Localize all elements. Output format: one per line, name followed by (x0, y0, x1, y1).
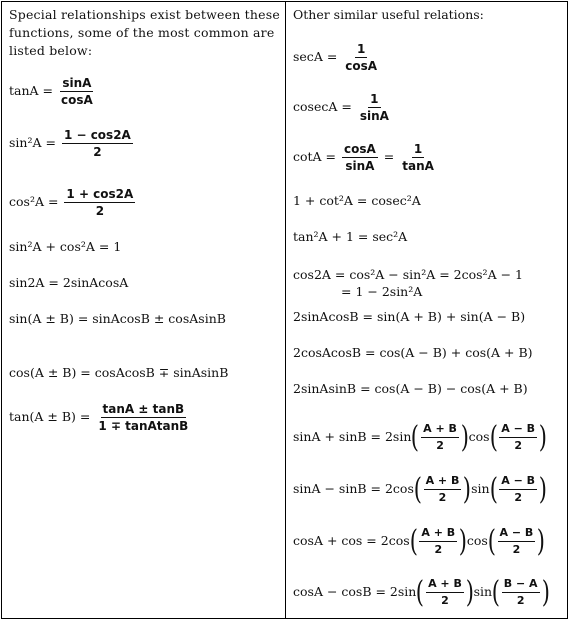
tan-sum-num: tanA ± tanB (102, 402, 185, 416)
sin2-den: 2 (93, 145, 102, 159)
double-angle-cos (293, 266, 523, 300)
sum2-lhs: sinA − sinB = 2cos (293, 481, 414, 496)
cos2-fraction (64, 187, 135, 218)
left-column (2, 2, 285, 618)
sin-sum-identity: sin(A ± B) = sinAcosB ± cosAsinB (9, 311, 226, 326)
sum3-f2-num: A − B (498, 526, 536, 542)
sin2-fraction (62, 128, 133, 159)
sum3-mid: cos (466, 533, 488, 548)
tan-lhs: tanA = (9, 83, 54, 98)
sum4-f2-num: B − A (502, 577, 540, 593)
pythagorean-identity: sin²A + cos²A = 1 (9, 239, 122, 254)
sum1-f1-num: A + B (421, 422, 459, 438)
tan-sum-den: 1 ∓ tanAtanB (98, 419, 189, 433)
cot-lhs: cotA = (293, 149, 337, 164)
tan-fraction (59, 76, 95, 107)
cos2-lhs: cos²A = (9, 194, 59, 209)
sin2-num: 1 − cos2A (63, 128, 131, 142)
cot-den-1: sinA (345, 159, 375, 173)
cot-den-2: tanA (402, 159, 434, 173)
cosec-lhs: cosecA = (293, 99, 352, 114)
sum1-f1-den: 2 (436, 439, 444, 452)
cos-squared-identity (9, 187, 137, 218)
sin-squared-identity (9, 128, 135, 159)
cos-sum-identity: cos(A ± B) = cosAcosB ∓ sinAsinB (9, 365, 229, 380)
tan-num: sinA (62, 76, 92, 90)
tan-sum-identity (9, 402, 192, 433)
left-intro: Special relationships exist between these functions, some of the most common are listed below: (9, 7, 280, 58)
sum3-fraction-1 (419, 526, 457, 557)
cot-pythagorean: 1 + cot²A = cosec²A (293, 193, 421, 208)
double-angle-sin: sin2A = 2sinAcosA (9, 275, 129, 290)
cot-num-2: 1 (413, 142, 423, 156)
sum-to-product-1: sinA + sinB = 2sin( $\frac{A + B}{2}$ )cos( $\frac{A - B}{2}$ ) (293, 419, 548, 455)
cos2-num: 1 + cos2A (66, 187, 134, 201)
product-sin-sin: 2sinAsinB = cos(A − B) − cos(A + B) (293, 381, 528, 396)
sum4-f2-den: 2 (516, 594, 525, 607)
sec-num: 1 (357, 42, 366, 56)
sum4-f1-den: 2 (441, 594, 449, 607)
sum2-mid: sin (471, 481, 490, 496)
sum1-fraction-2 (499, 422, 537, 453)
sum3-f2-den: 2 (512, 543, 521, 556)
sum4-fraction-2 (502, 577, 540, 608)
sum4-fraction-1 (426, 577, 464, 608)
sum4-mid: sin (473, 584, 493, 599)
right-intro: Other similar useful relations: (293, 7, 484, 22)
sum1-f2-den: 2 (514, 439, 523, 452)
cot-equals: = (383, 149, 395, 164)
sum-to-product-4: cosA − cosB = 2sin( $\frac{A + B}{2}$ )sin( $\frac{B - A}{2}$ ) (293, 574, 550, 610)
sum1-fraction-1 (421, 422, 459, 453)
sum-to-product-2: sinA − sinB = 2cos( $\frac{A + B}{2}$ )sin( $\frac{A - B}{2}$ ) (293, 471, 548, 507)
sec-fraction (343, 42, 379, 73)
sum3-f1-den: 2 (434, 543, 443, 556)
right-column (286, 2, 567, 618)
tan-den: cosA (61, 93, 93, 107)
sum2-f2-num: A − B (499, 474, 537, 490)
sec-den: cosA (345, 59, 378, 73)
sum4-lhs: cosA − cosB = 2sin (293, 584, 417, 599)
tan-sum-fraction (96, 402, 190, 433)
sum4-f1-num: A + B (426, 577, 464, 593)
cos2a-line-1: cos2A = cos²A − sin²A = 2cos²A − 1 (293, 267, 523, 282)
sum2-f2-den: 2 (514, 491, 522, 504)
identities-table (1, 1, 568, 619)
sec-lhs: secA = (293, 49, 338, 64)
tan-pythagorean: tan²A + 1 = sec²A (293, 229, 408, 244)
cosec-fraction (358, 92, 391, 123)
cot-fraction-1 (342, 142, 378, 173)
sum1-lhs: sinA + sinB = 2sin (293, 429, 412, 444)
sum3-fraction-2 (498, 526, 536, 557)
sum2-fraction-1 (424, 474, 462, 505)
sum2-fraction-2 (499, 474, 537, 505)
sum3-lhs: cosA + cos = 2cos (293, 533, 410, 548)
tan-identity (9, 76, 97, 107)
sum1-f2-num: A − B (499, 422, 537, 438)
tan-sum-lhs: tan(A ± B) = (9, 409, 91, 424)
sum1-mid: cos (468, 429, 490, 444)
cos2a-line-2: = 1 − 2sin²A (341, 284, 423, 299)
sum-to-product-3: cosA + cos = 2cos( $\frac{A + B}{2}$ )cos( $\frac{A - B}{2}$ ) (293, 523, 546, 559)
cot-identity (293, 142, 438, 173)
product-sin-cos: 2sinAcosB = sin(A + B) + sin(A − B) (293, 309, 526, 324)
cot-num-1: cosA (344, 142, 376, 156)
cosec-num: 1 (370, 92, 379, 106)
cot-fraction-2 (400, 142, 436, 173)
sec-identity (293, 42, 381, 73)
sin2-lhs: sin²A = (9, 135, 56, 150)
sum2-f1-den: 2 (438, 491, 447, 504)
product-cos-cos: 2cosAcosB = cos(A − B) + cos(A + B) (293, 345, 533, 360)
cos2-den: 2 (95, 204, 105, 218)
cosec-den: sinA (359, 109, 389, 123)
sum3-f1-num: A + B (419, 526, 457, 542)
cosec-identity (293, 92, 393, 123)
sum2-f1-num: A + B (424, 474, 462, 490)
